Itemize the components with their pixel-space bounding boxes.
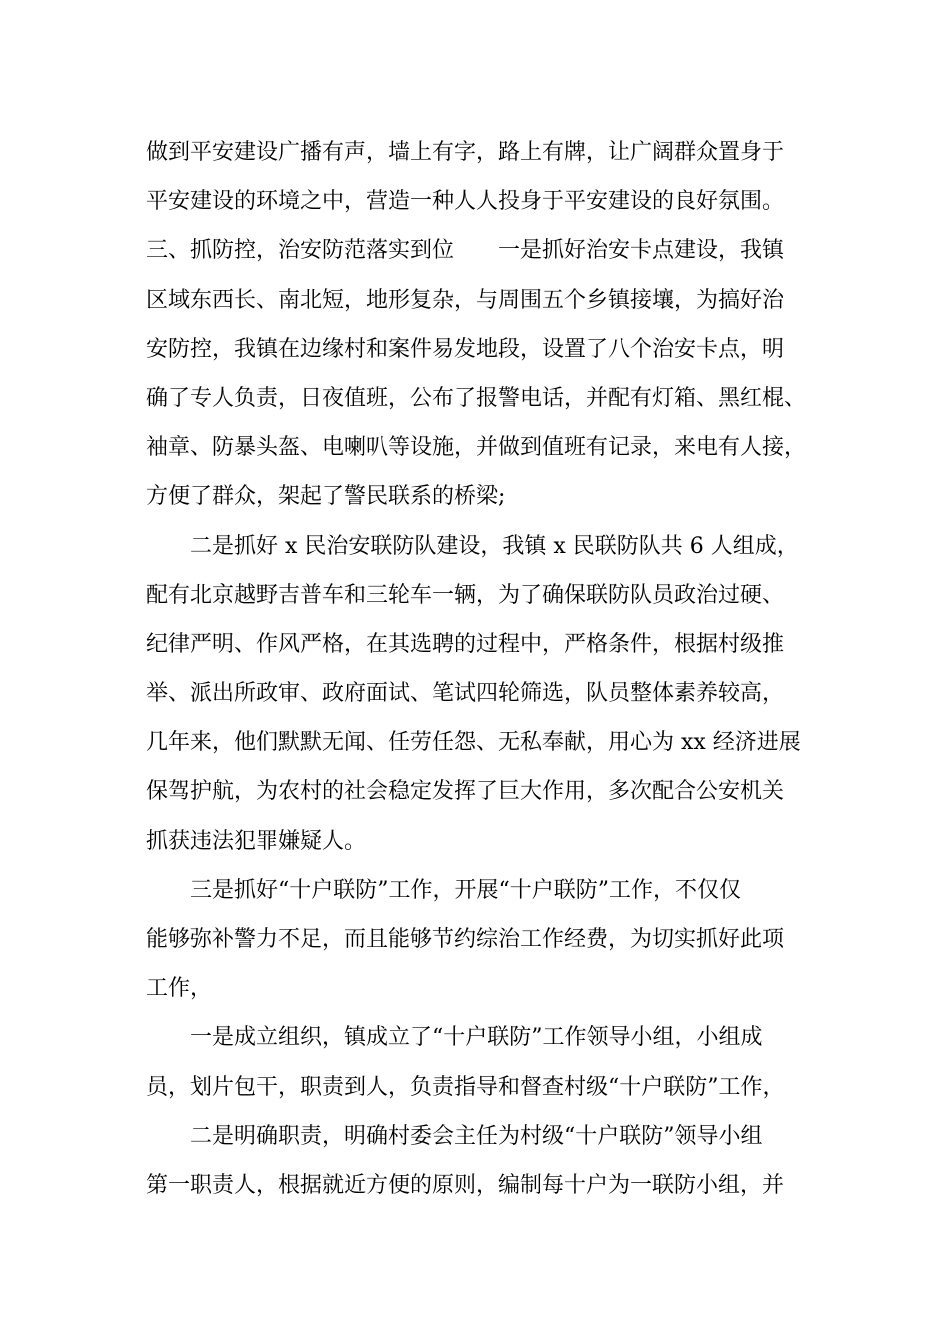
text-line: 确了专人负责，日夜值班，公布了报警电话，并配有灯箱、黑红棍、 bbox=[146, 385, 806, 411]
text-line: 举、派出所政审、政府面试、笔试四轮筛选，队员整体素养较高， bbox=[146, 681, 785, 707]
text-line: 做到平安建设广播有声，墙上有字，路上有牌，让广阔群众置身于 bbox=[146, 140, 785, 165]
text-line: 保驾护航，为农村的社会稳定发挥了巨大作用，多次配合公安机关 bbox=[146, 779, 785, 805]
text-line: 工作， bbox=[146, 976, 213, 1002]
text-line: 三是抓好“十户联防”工作，开展“十户联防”工作，不仅仅 bbox=[190, 877, 741, 903]
document-body bbox=[146, 128, 806, 1210]
text-line: 袖章、防暴头盔、电喇叭等设施，并做到值班有记录，来电有人接， bbox=[146, 435, 806, 461]
text-line: 三、抓防控，治安防范落实到位 一是抓好治安卡点建设，我镇 bbox=[146, 238, 785, 264]
text-line: 区域东西长、南北短，地形复杂，与周围五个乡镇接壤，为搞好治 bbox=[146, 287, 785, 313]
text-line: 二是抓好 x 民治安联防队建设，我镇 x 民联防队共 6 人组成， bbox=[190, 533, 799, 559]
text-line: 安防控，我镇在边缘村和案件易发地段，设置了八个治安卡点，明 bbox=[146, 336, 785, 362]
text-line: 第一职责人，根据就近方便的原则，编制每十户为一联防小组，并 bbox=[146, 1172, 785, 1198]
text-line: 方便了群众，架起了警民联系的桥梁; bbox=[146, 484, 506, 510]
text-line: 配有北京越野吉普车和三轮车一辆，为了确保联防队员政治过硬、 bbox=[146, 582, 785, 608]
text-line: 能够弥补警力不足，而且能够节约综治工作经费，为切实抓好此项 bbox=[146, 927, 785, 952]
text-line: 员，划片包干，职责到人，负责指导和督查村级“十户联防”工作， bbox=[146, 1074, 785, 1100]
text-line: 抓获违法犯罪嫌疑人。 bbox=[146, 828, 367, 854]
text-line: 二是明确职责，明确村委会主任为村级“十户联防”领导小组 bbox=[190, 1123, 763, 1149]
text-line: 平安建设的环境之中，营造一种人人投身于平安建设的良好氛围。 bbox=[146, 189, 785, 215]
text-line: 几年来，他们默默无闻、任劳任怨、无私奉献，用心为 xx 经济进展 bbox=[146, 730, 801, 756]
text-line: 纪律严明、作风严格，在其选聘的过程中，严格条件，根据村级推 bbox=[146, 631, 785, 657]
text-line: 一是成立组织，镇成立了“十户联防”工作领导小组，小组成 bbox=[190, 1025, 763, 1051]
